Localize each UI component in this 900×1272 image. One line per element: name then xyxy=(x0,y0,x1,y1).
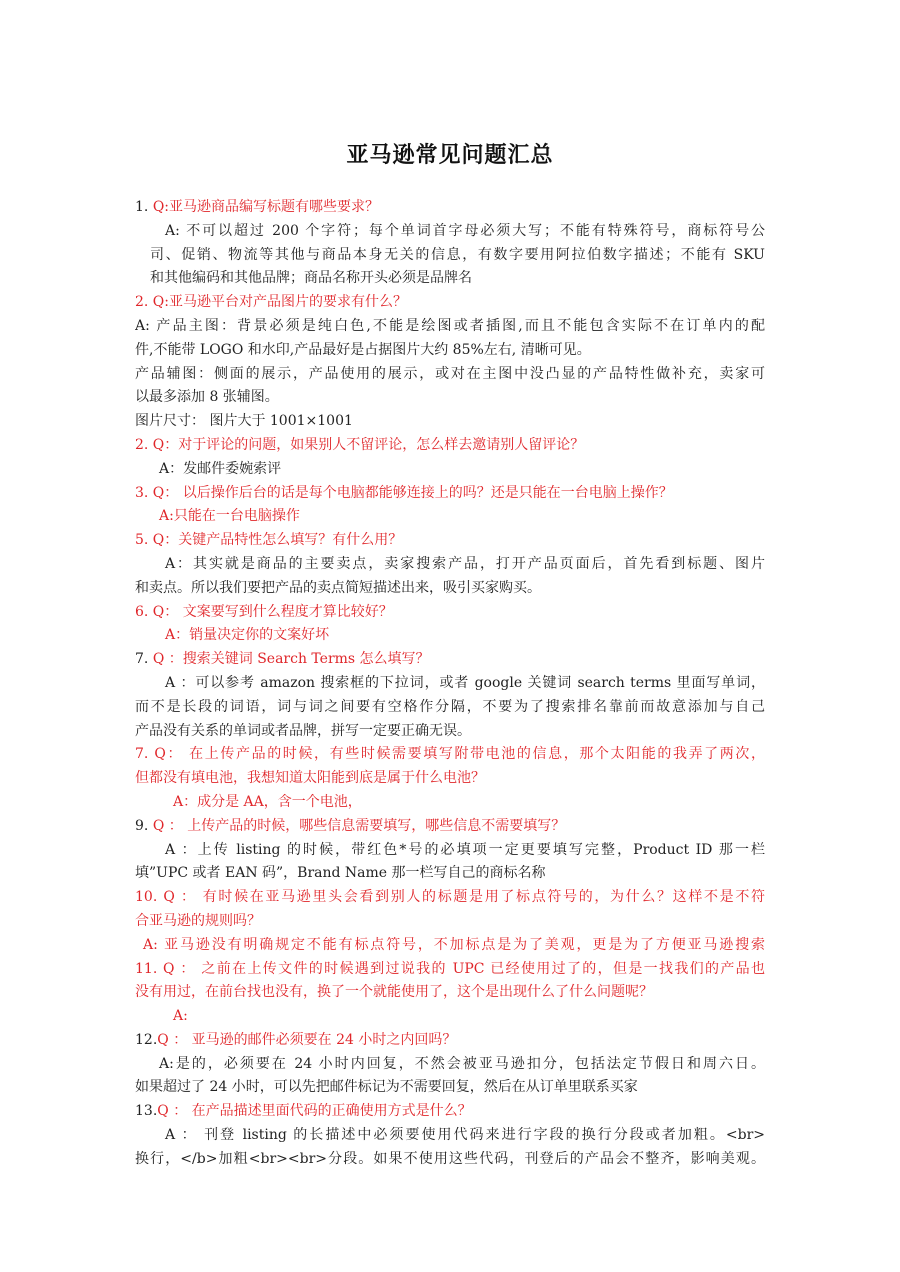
faq-line: A ：上传 listing 的时候，带红色*号的必填项一定更要填写完整，Product ID 那一栏 xyxy=(165,841,765,858)
faq-line: A:是的，必须要在 24 小时内回复，不然会被亚马逊扣分，包括法定节假日和周六日。 xyxy=(159,1055,765,1072)
faq-line: 图片尺寸： 图片大于 1001×1001 xyxy=(135,413,353,430)
faq-line: 和卖点。所以我们要把产品的卖点简短描述出来，吸引买家购买。 xyxy=(135,579,541,596)
faq-line: A：成分是 AA，含一个电池， xyxy=(173,793,362,810)
faq-line: 2. Q：对于评论的问题，如果别人不留评论，怎么样去邀请别人留评论？ xyxy=(135,436,585,453)
faq-line: 和其他编码和其他品牌；商品名称开头必须是品牌名 xyxy=(150,270,472,287)
faq-line: 6. Q： 文案要写到什么程度才算比较好？ xyxy=(135,603,393,620)
question-text: Q:亚马逊商品编写标题有哪些要求？ xyxy=(152,199,380,215)
faq-line: A: xyxy=(173,1008,188,1025)
faq-line: 如果超过了 24 小时，可以先把邮件标记为不需要回复，然后在从订单里联系买家 xyxy=(135,1079,638,1096)
faq-line: 换行，</b>加粗<br><br>分段。如果不使用这些代码，刊登后的产品会不整齐，影响美观。 xyxy=(135,1150,765,1167)
faq-line: 7. Q： 在上传产品的时候，有些时候需要填写附带电池的信息，那个太阳能的我弄了两次， xyxy=(135,746,765,763)
faq-line xyxy=(135,815,765,839)
faq-line: 合亚马逊的规则吗？ xyxy=(135,912,261,929)
faq-line: 填”UPC 或者 EAN 码”，Brand Name 那一栏写自己的商标名称 xyxy=(135,865,546,882)
question-text: Q ：搜索关键词 Search Terms 怎么填写？ xyxy=(152,651,430,668)
faq-line: 以最多添加 8 张辅图。 xyxy=(135,389,279,406)
question-number: 9. xyxy=(135,817,153,834)
page-title: 亚马逊常见问题汇总 xyxy=(346,143,554,168)
faq-line: A：发邮件委婉索评 xyxy=(159,460,282,477)
question-text: Q ： 在产品描述里面代码的正确使用方式是什么？ xyxy=(157,1103,472,1120)
faq-line: 产品辅图：侧面的展示，产品使用的展示，或对在主图中没凸显的产品特性做补充，卖家可 xyxy=(135,365,765,382)
faq-line: A:只能在一台电脑操作 xyxy=(159,508,300,525)
question-number: 1. xyxy=(135,199,153,215)
question-text: Q ： 上传产品的时候，哪些信息需要填写，哪些信息不需要填写？ xyxy=(152,817,566,834)
faq-content xyxy=(135,196,765,1172)
faq-line: 2. Q:亚马逊平台对产品图片的要求有什么？ xyxy=(135,294,408,311)
faq-line: A：销量决定你的文案好坏 xyxy=(165,627,330,644)
faq-line: 产品没有关系的单词或者品牌，拼写一定要正确无误。 xyxy=(135,722,471,739)
faq-line: A: 亚马逊没有明确规定不能有标点符号，不加标点是为了美观，更是为了方便亚马逊搜索 xyxy=(143,936,765,953)
faq-line: 而不是长段的词语，词与词之间要有空格作分隔，不要为了搜索排名靠前而故意添加与自己 xyxy=(135,698,765,715)
question-number: 12. xyxy=(135,1031,158,1048)
faq-line: A: 不可以超过 200 个字符；每个单词首字母必须大写；不能有特殊符号，商标符号公 xyxy=(165,222,765,239)
faq-line: 5. Q：关键产品特性怎么填写？有什么用？ xyxy=(135,532,403,549)
faq-line xyxy=(135,1100,765,1124)
faq-line: A ：可以参考 amazon 搜索框的下拉词，或者 google 关键词 search terms 里面写单词， xyxy=(165,674,765,691)
faq-line: A：其实就是商品的主要卖点，卖家搜索产品，打开产品页面后，首先看到标题、图片 xyxy=(165,555,765,572)
faq-line: A ： 刊登 listing 的长描述中必须要使用代码来进行字段的换行分段或者加粗。<br> xyxy=(165,1127,765,1144)
faq-line: 没有用过，在前台找也没有，换了一个就能使用了，这个是出现什么了什么问题呢？ xyxy=(135,984,653,1001)
faq-line: 件,不能带 LOGO 和水印,产品最好是占据图片大约 85%左右, 清晰可见。 xyxy=(135,341,591,358)
faq-line: 11. Q ： 之前在上传文件的时候遇到过说我的 UPC 已经使用过了的，但是一找我们的产品也 xyxy=(135,960,765,977)
faq-line: A: 产品主图：背景必须是纯白色,不能是绘图或者插图,而且不能包含实际不在订单内的配 xyxy=(135,317,765,334)
faq-line xyxy=(135,1029,765,1053)
faq-line: 司、促销、物流等其他与商品本身无关的信息，有数字要用阿拉伯数字描述；不能有 SKU xyxy=(150,246,765,263)
question-number: 7. xyxy=(135,651,153,668)
faq-line: 3. Q： 以后操作后台的话是每个电脑都能够连接上的吗？还是只能在一台电脑上操作？ xyxy=(135,484,673,501)
question-number: 13. xyxy=(135,1103,158,1120)
faq-line: 但都没有填电池，我想知道太阳能到底是属于什么电池？ xyxy=(135,770,485,787)
faq-line: 10. Q ： 有时候在亚马逊里头会看到别人的标题是用了标点符号的，为什么？这样不是不符 xyxy=(135,889,765,906)
faq-line xyxy=(135,648,765,672)
question-text: Q ： 亚马逊的邮件必须要在 24 小时之内回吗？ xyxy=(157,1031,457,1048)
faq-line xyxy=(135,196,765,220)
